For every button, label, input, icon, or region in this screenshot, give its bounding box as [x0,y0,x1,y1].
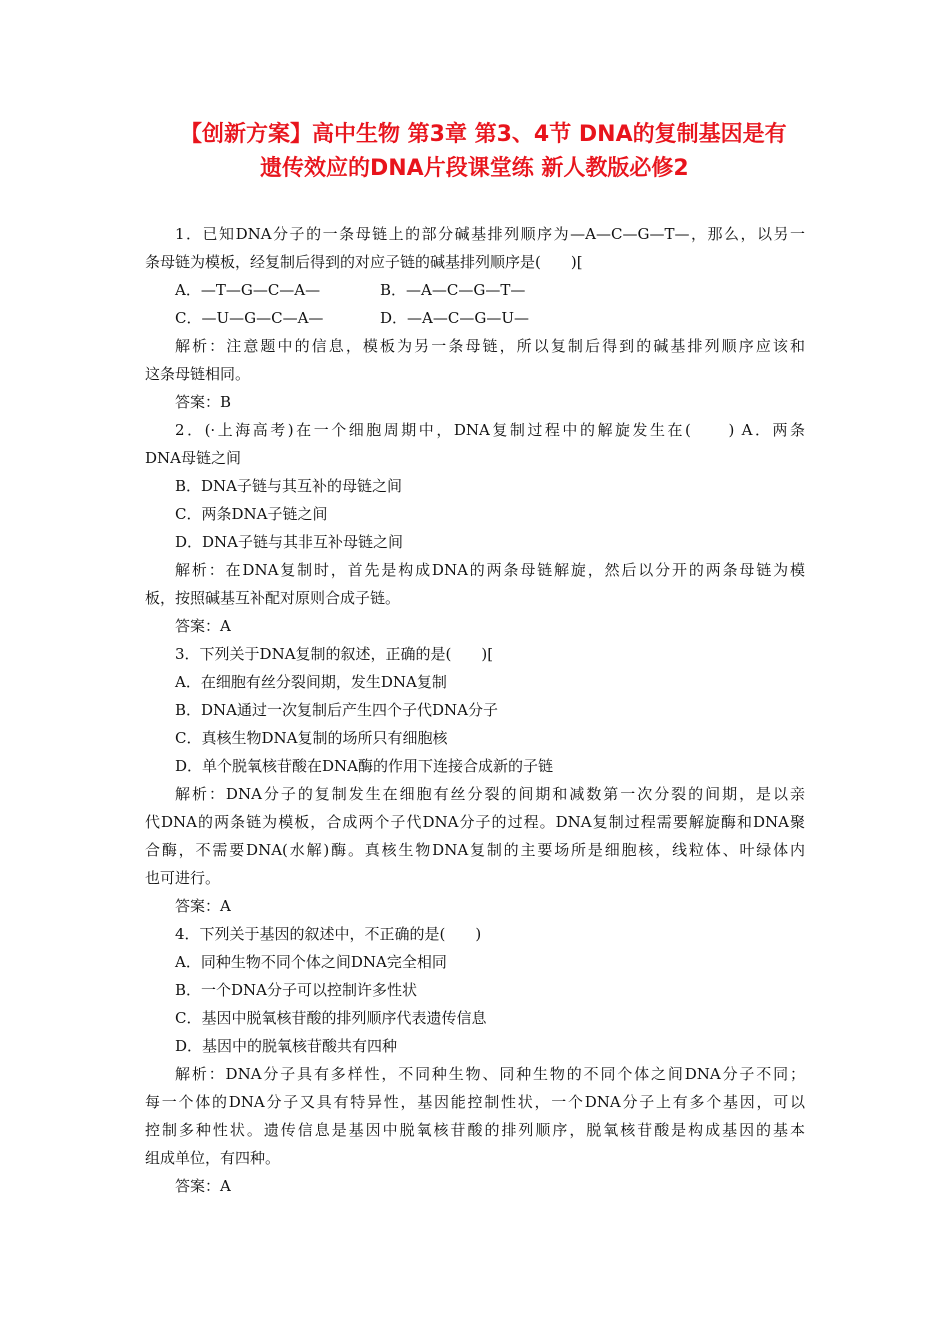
q2-explanation-line-2: 板，按照碱基互补配对原则合成子链。 [145,589,401,607]
q3-option-b: B．DNA通过一次复制后产生四个子代DNA分子 [175,701,498,719]
q4-answer: 答案：A [175,1177,231,1195]
q4-option-a: A．同种生物不同个体之间DNA完全相同 [175,953,447,971]
q4-option-b: B．一个DNA分子可以控制许多性状 [175,981,418,999]
q3-explanation-line-1: 解析：DNA分子的复制发生在细胞有丝分裂的间期和减数第一次分裂的间期，是以亲 [175,785,805,803]
q2-stem-line-2: DNA母链之间 [145,449,241,467]
q4-explanation-line-4: 组成单位，有四种。 [145,1149,281,1167]
q4-explanation-line-2: 每一个体的DNA分子又具有特异性，基因能控制性状，一个DNA分子上有多个基因，可以 [145,1093,805,1111]
q1-options-row-2 [145,304,805,332]
q4-stem: 4．下列关于基因的叙述中，不正确的是( ) [175,925,482,943]
q1-option-d: D．—A—C—G—U— [380,309,529,327]
q3-stem: 3．下列关于DNA复制的叙述，正确的是( )[ [175,645,494,663]
q3-explanation-line-2: 代DNA的两条链为模板，合成两个子代DNA分子的过程。DNA复制过程需要解旋酶和DNA聚 [145,813,805,831]
q4-option-d: D．基因中的脱氧核苷酸共有四种 [175,1037,398,1055]
q1-explanation-line-2: 这条母链相同。 [145,365,251,383]
q1-option-c: C．—U—G—C—A— [175,309,324,327]
q2-stem-line-1: 2．(·上海高考)在一个细胞周期中，DNA复制过程中的解旋发生在( ) A．两条 [175,421,805,439]
q1-explanation-line-1: 解析：注意题中的信息，模板为另一条母链，所以复制后得到的碱基排列顺序应该和 [175,337,805,355]
q1-option-b: B．—A—C—G—T— [380,281,526,299]
q2-answer: 答案：A [175,617,231,635]
q1-answer: 答案：B [175,393,232,411]
document-title [150,118,810,186]
title-line-1: 【创新方案】高中生物 第3章 第3、4节 DNA的复制基因是有 [180,122,787,147]
q3-option-a: A．在细胞有丝分裂间期，发生DNA复制 [175,673,447,691]
q3-explanation-line-4: 也可进行。 [145,869,221,887]
q1-option-a: A．—T—G—C—A— [175,281,321,299]
q1-stem-line-1: 1．已知DNA分子的一条母链上的部分碱基排列顺序为—A—C—G—T—，那么，以另一 [175,225,805,243]
q3-explanation-line-3: 合酶，不需要DNA(水解)酶。真核生物DNA复制的主要场所是细胞核，线粒体、叶绿体内 [145,841,805,859]
q4-explanation-line-3: 控制多种性状。遗传信息是基因中脱氧核苷酸的排列顺序，脱氧核苷酸是构成基因的基本 [145,1121,805,1139]
q2-option-c: C．两条DNA子链之间 [175,505,328,523]
document-body [145,220,805,1200]
q4-option-c: C．基因中脱氧核苷酸的排列顺序代表遗传信息 [175,1009,487,1027]
title-line-2: 遗传效应的DNA片段课堂练 新人教版必修2 [260,156,689,181]
q2-option-d: D．DNA子链与其非互补母链之间 [175,533,404,551]
q1-options-row-1 [145,276,805,304]
q3-option-c: C．真核生物DNA复制的场所只有细胞核 [175,729,448,747]
q3-answer: 答案：A [175,897,231,915]
q2-explanation-line-1: 解析：在DNA复制时，首先是构成DNA的两条母链解旋，然后以分开的两条母链为模 [175,561,805,579]
q4-explanation-line-1: 解析：DNA分子具有多样性，不同种生物、同种生物的不同个体之间DNA分子不同； [175,1065,805,1083]
q3-option-d: D．单个脱氧核苷酸在DNA酶的作用下连接合成新的子链 [175,757,554,775]
q2-option-b: B．DNA子链与其互补的母链之间 [175,477,403,495]
q1-stem-line-2: 条母链为模板，经复制后得到的对应子链的碱基排列顺序是( )[ [145,253,583,271]
